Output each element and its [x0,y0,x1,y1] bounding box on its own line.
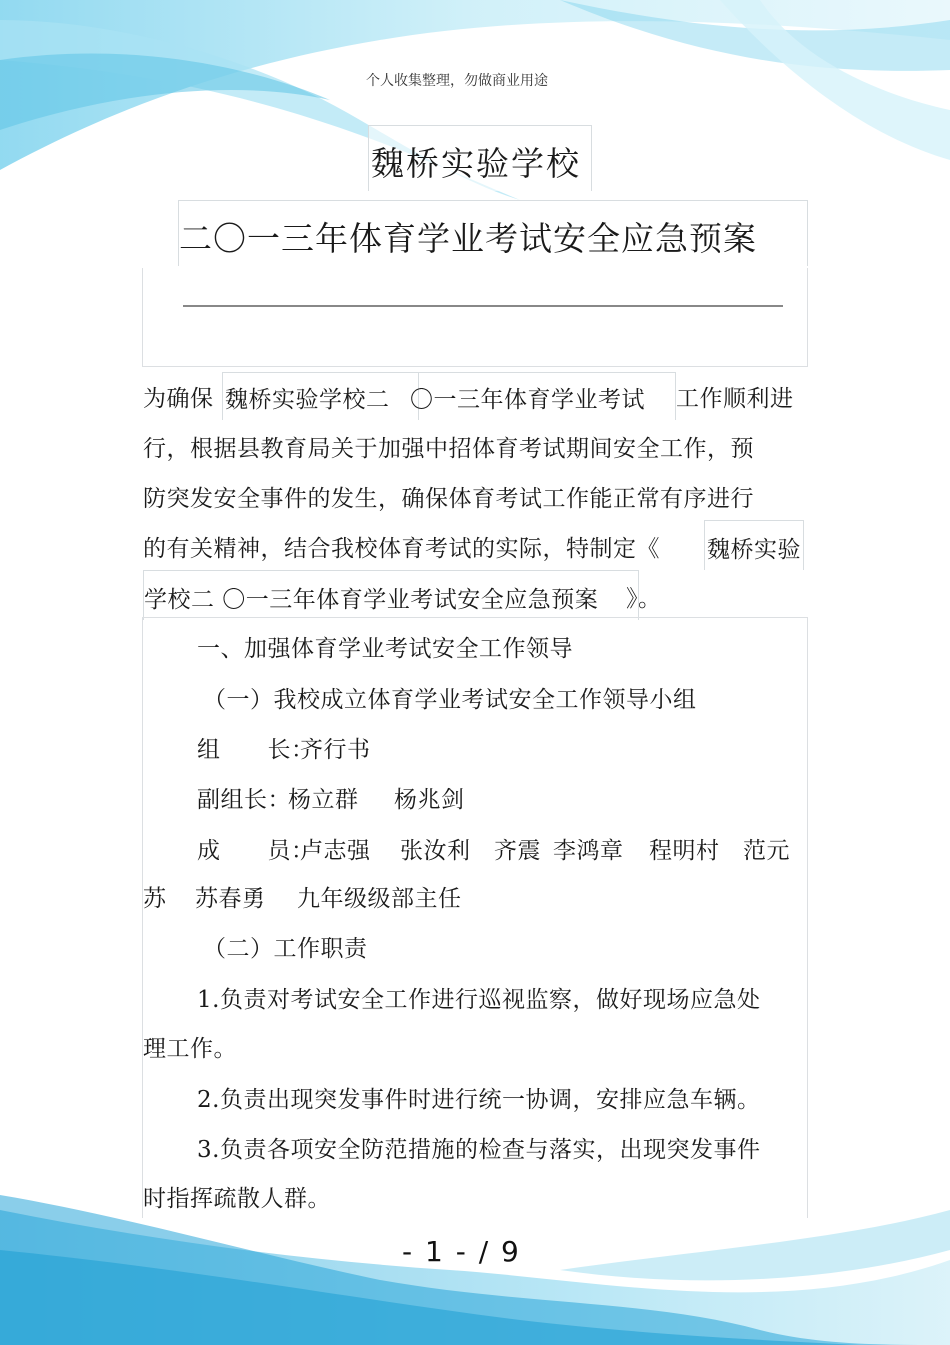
duty-2: 2.负责出现突发事件时进行统一协调，安排应急车辆。 [197,1087,761,1113]
subsection-heading-1: （一）我校成立体育学业考试安全工作领导小组 [203,687,697,713]
duty-1: 1.负责对考试安全工作进行巡视监察，做好现场应急处 [197,987,761,1013]
member-name: 李鸿章 [553,838,624,864]
deputy-name-2: 杨兆剑 [394,787,465,813]
member-name: 卢志强 [300,838,371,864]
member-name: 苏 [143,886,167,912]
deputy-name-1: 杨立群 [288,787,359,813]
page-number: - 1 - / 9 [402,1235,521,1268]
member-name: 苏春勇 [195,886,266,912]
intro-line-5b: 》。 [626,586,662,612]
members-label: 成 员： [197,838,315,864]
intro-line-3: 防突发安全事件的发生，确保体育考试工作能正常有序进行 [143,486,754,512]
intro-line-5a: 学校二 〇一三年体育学业考试安全应急预案 [143,570,639,620]
intro-line-1d: 工作顺利进 [676,386,794,412]
leader-label: 组 长： [197,737,315,763]
leader-name: 齐行书 [300,737,371,763]
intro-line-4a: 的有关精神，结合我校体育考试的实际，特制定《 [143,536,660,562]
school-name: 魏桥实验学校 [368,125,592,191]
member-name: 范元 [743,838,790,864]
doc-title: 二〇一三年体育学业考试安全应急预案 [178,200,808,266]
intro-line-1a: 为确保 [143,386,214,412]
title-divider [183,305,783,307]
intro-line-2: 行，根据县教育局关于加强中招体育考试期间安全工作，预 [143,436,754,462]
member-name: 张汝利 [400,838,471,864]
duty-3-cont: 时指挥疏散人群。 [143,1186,331,1212]
member-name: 程明村 [649,838,720,864]
title-frame [142,268,808,367]
duty-3: 3.负责各项安全防范措施的检查与落实，出现突发事件 [197,1137,761,1163]
intro-line-4b: 魏桥实验 [704,520,804,570]
section-heading: 一、加强体育学业考试安全工作领导 [197,636,573,662]
member-name: 九年级级部主任 [297,886,462,912]
intro-line-1c: 〇一三年体育学业考试 [408,372,676,420]
deputy-label: 副组长： [197,787,291,813]
member-name: 齐震 [494,838,541,864]
intro-line-1b: 魏桥实验学校二 [222,372,419,420]
duty-1-cont: 理工作。 [143,1036,237,1062]
subsection-heading-2: （二）工作职责 [203,936,368,962]
header-note: 个人收集整理，勿做商业用途 [366,73,548,89]
